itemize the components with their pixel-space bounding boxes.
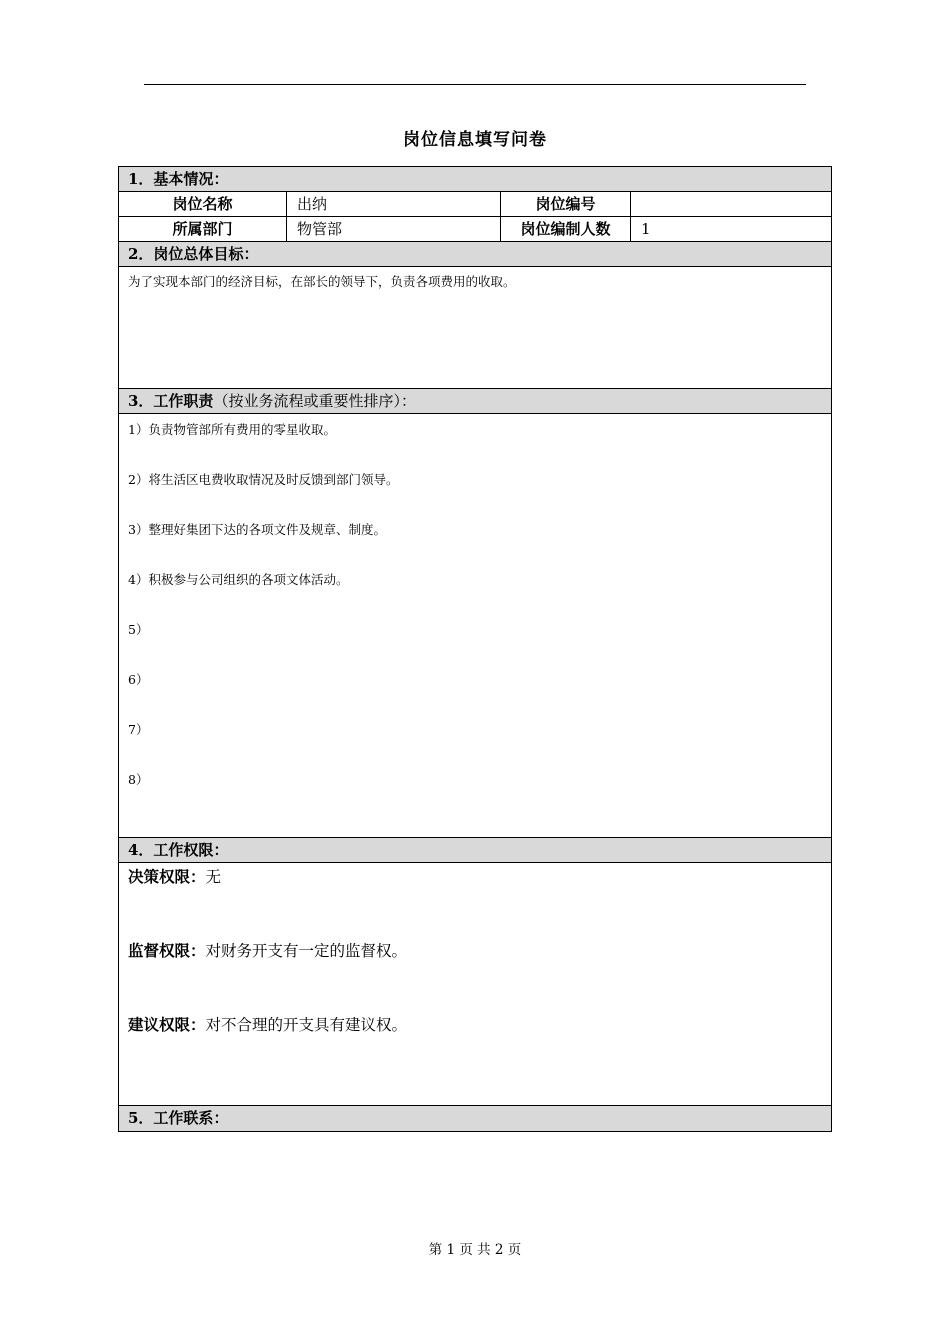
duties-list [119, 414, 831, 838]
questionnaire-form [118, 166, 832, 1132]
position-name-label: 岗位名称 [119, 192, 287, 216]
duty-item: 6） [128, 672, 149, 687]
headcount-label: 岗位编制人数 [501, 217, 631, 241]
duty-item: 5） [128, 622, 149, 637]
authority-supervision-label: 监督权限： [128, 941, 206, 960]
department-value: 物管部 [287, 217, 501, 241]
duty-item: 7） [128, 722, 149, 737]
basic-info-row-2 [119, 217, 831, 242]
authority-suggestion [128, 1017, 822, 1091]
authority-supervision [128, 943, 822, 1017]
section-goal-heading: 2．岗位总体目标： [119, 242, 831, 267]
position-code-label: 岗位编号 [501, 192, 631, 216]
department-label: 所属部门 [119, 217, 287, 241]
duty-item: 2）将生活区电费收取情况及时反馈到部门领导。 [128, 472, 399, 487]
duty-item: 8） [128, 772, 149, 787]
basic-info-row-1 [119, 192, 831, 217]
authority-list [119, 863, 831, 1106]
authority-supervision-value: 对财务开支有一定的监督权。 [205, 942, 408, 960]
authority-decision-value: 无 [205, 868, 222, 886]
section-duties-heading [119, 389, 831, 414]
header-rule [144, 84, 806, 85]
position-code-value [631, 192, 831, 216]
duty-item: 3）整理好集团下达的各项文件及规章、制度。 [128, 522, 386, 537]
duty-item: 4）积极参与公司组织的各项文体活动。 [128, 572, 349, 587]
duties-heading-note: （按业务流程或重要性排序）： [213, 392, 416, 410]
headcount-value: 1 [641, 220, 651, 238]
authority-decision [128, 869, 822, 943]
position-name-value: 出纳 [287, 192, 501, 216]
page-number: 第 1 页 共 2 页 [428, 1242, 522, 1258]
section-authority-heading: 4．工作权限： [119, 838, 831, 863]
section-basic-heading: 1．基本情况： [119, 167, 831, 192]
duties-heading-title: 3．工作职责 [128, 392, 214, 410]
document-title: 岗位信息填写问卷 [403, 130, 547, 150]
authority-decision-label: 决策权限： [128, 867, 206, 886]
duty-item: 1）负责物管部所有费用的零星收取。 [128, 422, 336, 437]
authority-suggestion-value: 对不合理的开支具有建议权。 [205, 1016, 408, 1034]
authority-suggestion-label: 建议权限： [128, 1015, 206, 1034]
goal-content: 为了实现本部门的经济目标，在部长的领导下，负责各项费用的收取。 [119, 267, 831, 389]
section-contacts-heading: 5．工作联系： [119, 1106, 831, 1131]
